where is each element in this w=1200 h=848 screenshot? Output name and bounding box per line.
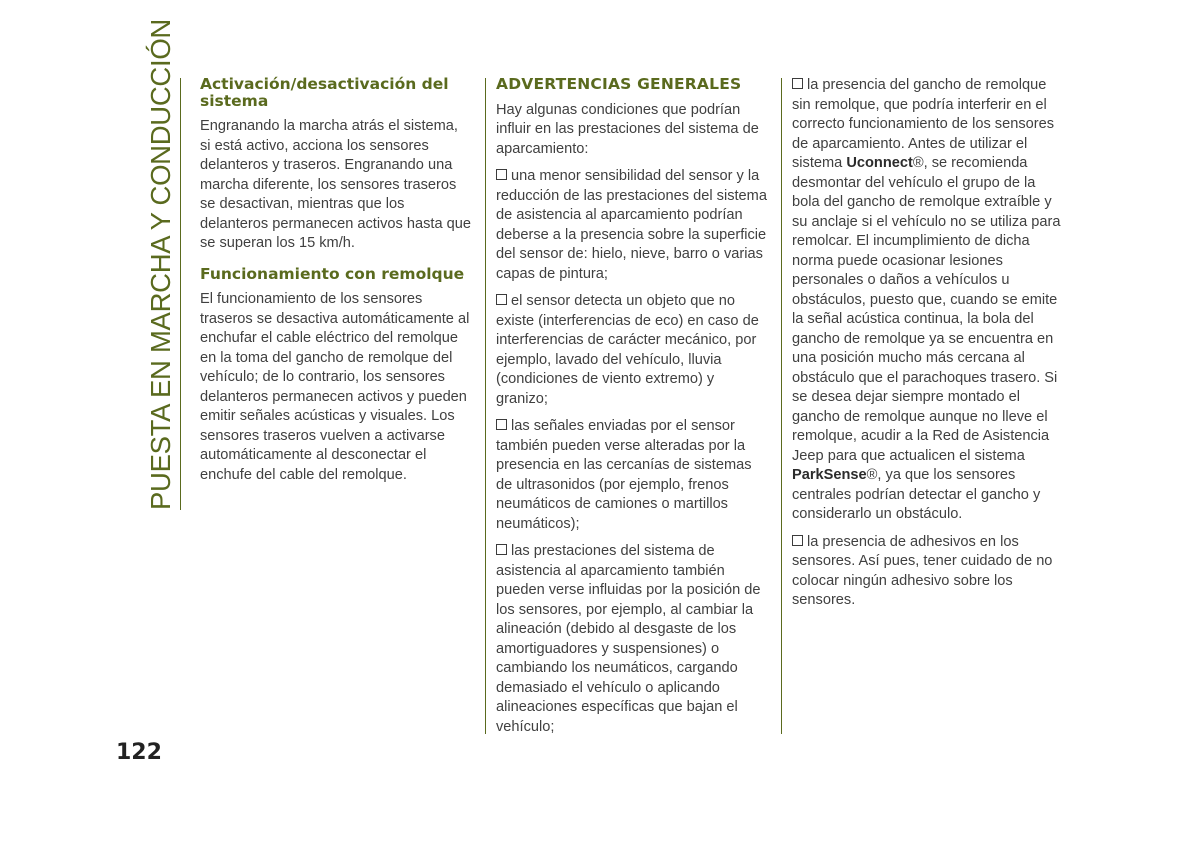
paragraph-intro: Hay algunas condiciones que podrían influir en las prestaciones del sistema de aparcamiento: (496, 101, 759, 157)
section-title-rule (180, 78, 181, 510)
bullet-item (792, 533, 1064, 611)
page-number: 122 (116, 740, 162, 765)
brand-uconnect: Uconnect (846, 155, 913, 171)
bullet-text: las señales enviadas por el sensor también pueden verse alteradas por la presencia en las cercanías de sistemas de ultrasonidos (por ejemplo, frenos neumáticos de camiones o martillos neumáticos); (496, 418, 752, 532)
bullet-item (496, 542, 768, 737)
heading-remolque: Funcionamiento con remolque (200, 264, 465, 283)
checkbox-bullet-icon (496, 169, 507, 180)
column-1 (200, 76, 472, 493)
bullet-item (792, 76, 1064, 525)
bullet-text: la presencia de adhesivos en los sensores. Así pues, tener cuidado de no colocar ningún adhesivo sobre los sensores. (792, 533, 1053, 608)
checkbox-bullet-icon (792, 535, 803, 546)
checkbox-bullet-icon (496, 544, 507, 555)
checkbox-bullet-icon (496, 294, 507, 305)
bullet-text: el sensor detecta un objeto que no existe (interferencias de eco) en caso de interferencias de carácter mecánico, por ejemplo, lavado del vehículo, lluvia (condiciones de viento extremo) y granizo; (496, 293, 759, 407)
bullet-text-part: ®, ya que los sensores centrales podrían detectar el gancho y considerarlo un obstáculo. (792, 467, 1041, 522)
bullet-text-part: ®, se recomienda desmontar del vehículo el grupo de la bola del gancho de remolque extraíble y su anclaje si el vehículo no se utiliza para remolcar. El incumplimiento de dicha norma puede ocasionar lesiones personales o daños a vehículos u obstáculos, puesto que, cuando se emite la señal acústica continua, la bola del gancho de remolque ya se encuentra en una posición mucho más cercana al obstáculo que el parachoques trasero. Si se desea dejar siempre montado el gancho de remolque aunque no lleve el remolque, acudir a la Red de Asistencia Jeep para que actualicen el sistema (792, 155, 1061, 464)
bullet-text-part: la presencia del gancho de remolque sin remolque, que podría interferir en el correcto funcionamiento de los sensores de aparcamiento. Antes de utilizar el sistema (792, 77, 1055, 171)
brand-parksense: ParkSense (792, 467, 867, 483)
checkbox-bullet-icon (496, 419, 507, 430)
column-3 (792, 76, 1064, 619)
checkbox-bullet-icon (792, 78, 803, 89)
paragraph-remolque: El funcionamiento de los sensores traseros se desactiva automáticamente al enchufar el cable eléctrico del remolque en la toma del gancho de remolque del vehículo; de lo contrario, los sensores delanteros permanecen activos y pueden emitir señales acústicas y visuales. Los sensores traseros vuelven a activarse automáticamente al desconectar el enchufe del cable del remolque. (200, 291, 470, 483)
column-divider-2 (781, 78, 782, 734)
bullet-item (496, 417, 768, 534)
column-divider-1 (485, 78, 486, 734)
heading-advertencias: ADVERTENCIAS GENERALES (496, 75, 742, 93)
paragraph-activacion: Engranando la marcha atrás el sistema, si está activo, acciona los sensores delanteros y traseros. Engranando una marcha diferente, los sensores traseros se desactivan, mientras que los delanteros permanecen activos hasta que se superan los 15 km/h. (200, 118, 471, 251)
bullet-item (496, 292, 768, 409)
bullet-text: una menor sensibilidad del sensor y la reducción de las prestaciones del sistema de asistencia al aparcamiento podrían deberse a la presencia sobre la superficie del sensor de: hielo, nieve, barro o varias capas de pintura; (496, 168, 767, 282)
bullet-text: las prestaciones del sistema de asistencia al aparcamiento también pueden verse influidas por la posición de los sensores, por ejemplo, al cambiar la alineación (debido al desgaste de los amortiguadores y suspensiones) o cambiando los neumáticos, cargando demasiado el vehículo o aplicando alineaciones específicas que bajan el vehículo; (496, 543, 761, 735)
bullet-item (496, 167, 768, 284)
heading-activacion: Activación/desactivación del sistema (200, 75, 449, 110)
column-2 (496, 76, 768, 745)
section-title-vertical: PUESTA EN MARCHA Y CONDUCCIÓN (145, 19, 176, 510)
